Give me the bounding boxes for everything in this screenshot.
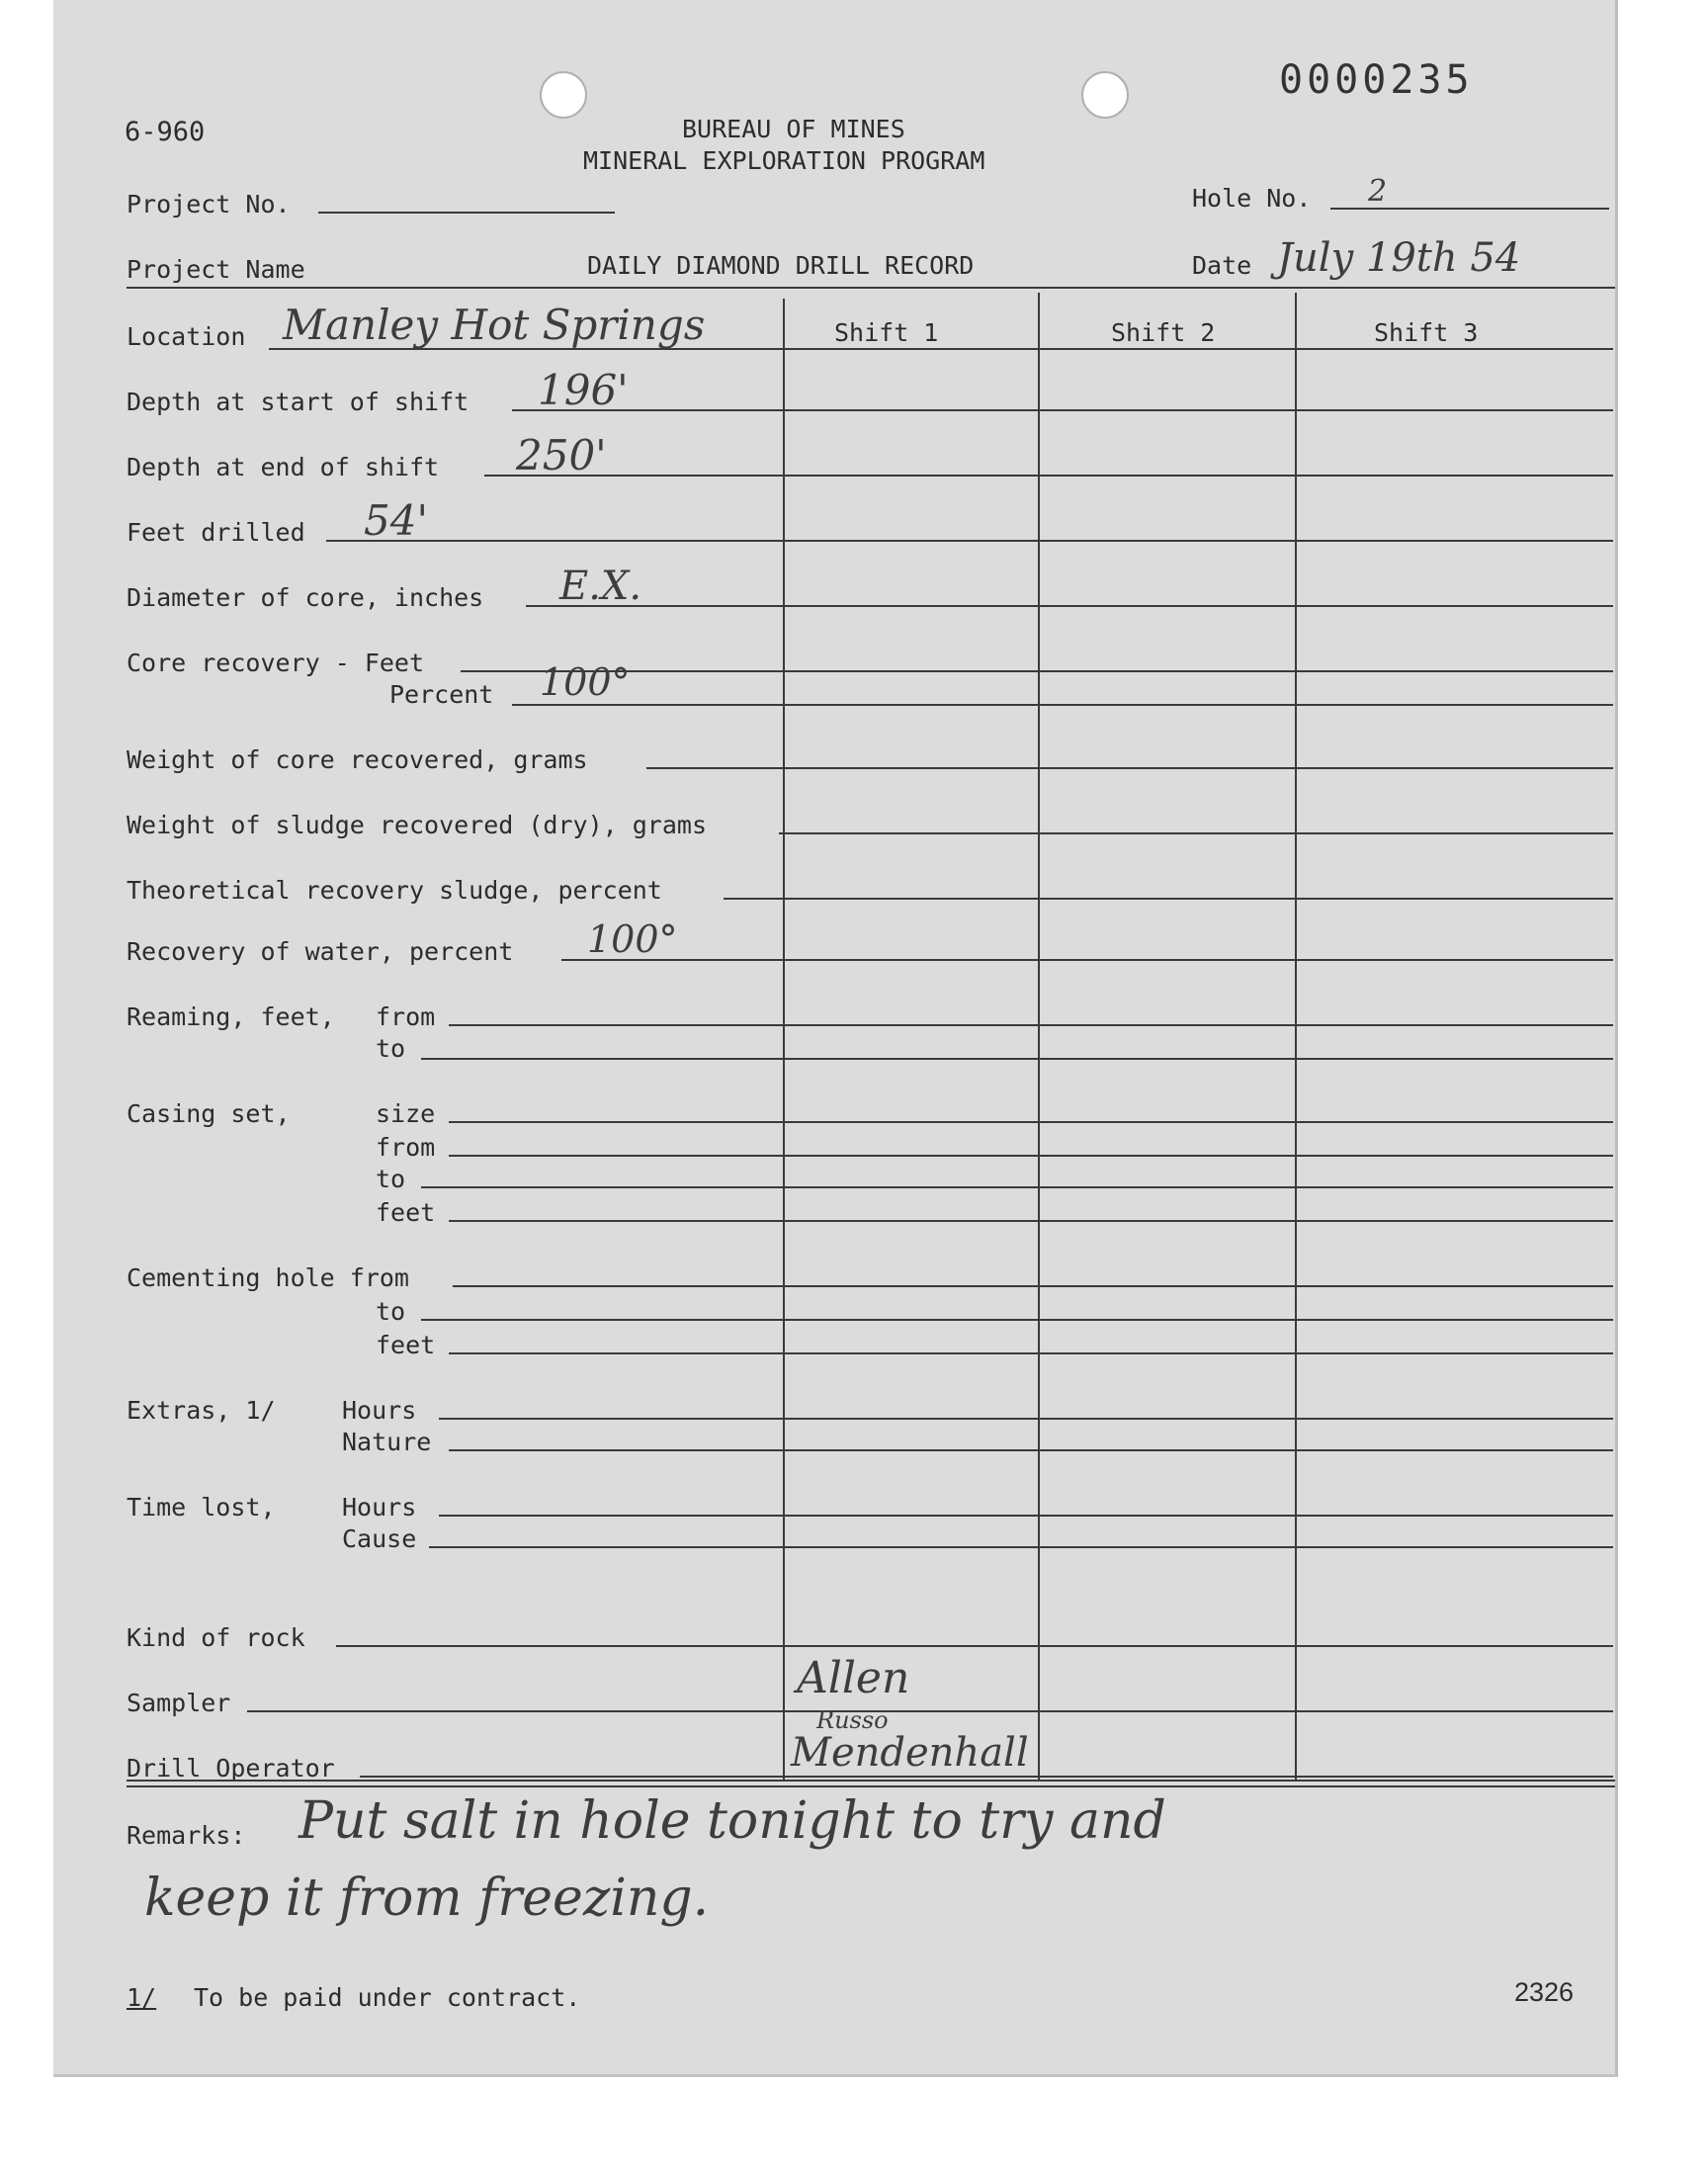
page-number: 2326 (1514, 1977, 1575, 2007)
depth-end-line[interactable] (484, 475, 1613, 477)
core-recovery-feet-line[interactable] (461, 670, 1613, 672)
theoretical-sludge-line[interactable] (724, 898, 1613, 900)
hole-no-label: Hole No. (1192, 184, 1312, 213)
shift-1-header: Shift 1 (834, 318, 939, 347)
drill-record-form (53, 0, 1618, 2077)
core-recovery-percent-value: 100° (540, 660, 631, 704)
water-recovery-value: 100° (587, 917, 678, 961)
extras-nature-line[interactable] (449, 1449, 1613, 1451)
remarks-line-1: Put salt in hole tonight to try and (299, 1791, 1166, 1851)
core-diameter-label: Diameter of core, inches (127, 583, 484, 612)
project-name-label: Project Name (127, 255, 305, 284)
water-recovery-label: Recovery of water, percent (127, 937, 514, 966)
casing-to-label: to (376, 1165, 406, 1193)
casing-size-line[interactable] (449, 1121, 1613, 1123)
location-label: Location (127, 322, 246, 351)
program-title: MINERAL EXPLORATION PROGRAM (583, 146, 985, 175)
sampler-value: Allen (797, 1653, 910, 1703)
sludge-weight-line[interactable] (779, 832, 1613, 834)
remarks-line-2: keep it from freezing. (144, 1869, 710, 1928)
casing-from-line[interactable] (449, 1155, 1613, 1157)
title-rule (127, 287, 1617, 289)
extras-hours-label: Hours (342, 1396, 417, 1425)
cementing-feet-label: feet (376, 1331, 436, 1359)
feet-drilled-line[interactable] (326, 540, 1613, 542)
depth-end-value: 250' (516, 431, 607, 479)
time-lost-label: Time lost, (127, 1493, 276, 1522)
extras-label: Extras, 1/ (127, 1396, 276, 1425)
date-value: July 19th 54 (1277, 235, 1521, 281)
location-line[interactable] (269, 348, 1613, 350)
shift-2-header: Shift 2 (1111, 318, 1216, 347)
punch-hole-right (1081, 71, 1129, 119)
cementing-feet-line[interactable] (449, 1352, 1613, 1354)
depth-start-line[interactable] (512, 409, 1613, 411)
footnote-marker: 1/ (127, 1983, 157, 2012)
drill-operator-label: Drill Operator (127, 1754, 335, 1783)
casing-from-label: from (376, 1133, 436, 1162)
casing-label: Casing set, (127, 1099, 291, 1128)
time-lost-hours-line[interactable] (439, 1515, 1613, 1517)
rock-kind-label: Kind of rock (127, 1623, 305, 1652)
rock-kind-line[interactable] (336, 1645, 1613, 1647)
location-value: Manley Hot Springs (283, 301, 706, 349)
drill-operator-value: Mendenhall (791, 1730, 1029, 1776)
casing-size-label: size (376, 1099, 436, 1128)
footnote-text: To be paid under contract. (194, 1983, 581, 2012)
casing-feet-line[interactable] (449, 1220, 1613, 1222)
reaming-to-label: to (376, 1034, 406, 1063)
core-recovery-percent-line[interactable] (512, 704, 1613, 706)
core-weight-line[interactable] (646, 767, 1613, 769)
feet-drilled-value: 54' (364, 496, 428, 545)
project-no-line[interactable] (318, 212, 615, 214)
core-weight-label: Weight of core recovered, grams (127, 745, 588, 774)
bureau-title: BUREAU OF MINES (682, 115, 905, 143)
sampler-line[interactable] (247, 1710, 1613, 1712)
core-diameter-value: E.X. (559, 564, 642, 609)
section-rule-1 (127, 1780, 1617, 1782)
section-rule-2 (127, 1785, 1617, 1787)
depth-end-label: Depth at end of shift (127, 453, 440, 481)
signature-fragment: Russo (816, 1706, 889, 1734)
time-lost-cause-label: Cause (342, 1524, 417, 1553)
shift-3-divider (1295, 293, 1297, 1782)
shift-3-header: Shift 3 (1374, 318, 1479, 347)
punch-hole-left (540, 71, 587, 119)
cementing-from-line[interactable] (453, 1285, 1613, 1287)
shift-2-divider (1038, 293, 1040, 1782)
core-recovery-percent-label: Percent (389, 680, 494, 709)
drill-operator-line[interactable] (360, 1776, 1613, 1778)
date-label: Date (1192, 251, 1252, 280)
time-lost-cause-line[interactable] (429, 1546, 1613, 1548)
feet-drilled-label: Feet drilled (127, 518, 305, 547)
extras-hours-line[interactable] (439, 1418, 1613, 1420)
theoretical-sludge-label: Theoretical recovery sludge, percent (127, 876, 662, 905)
depth-start-label: Depth at start of shift (127, 388, 470, 416)
reaming-label: Reaming, feet, (127, 1002, 335, 1031)
time-lost-hours-label: Hours (342, 1493, 417, 1522)
project-no-label: Project No. (127, 190, 291, 218)
shift-1-divider (783, 299, 785, 1782)
sampler-label: Sampler (127, 1689, 231, 1717)
hole-no-value: 2 (1368, 174, 1388, 209)
reaming-to-line[interactable] (421, 1058, 1613, 1060)
depth-start-value: 196' (538, 366, 629, 414)
core-recovery-feet-label: Core recovery - Feet (127, 649, 425, 677)
extras-nature-label: Nature (342, 1428, 432, 1456)
reaming-from-line[interactable] (449, 1024, 1613, 1026)
sludge-weight-label: Weight of sludge recovered (dry), grams (127, 811, 707, 839)
form-number: 6-960 (125, 117, 206, 147)
casing-feet-label: feet (376, 1198, 436, 1227)
serial-number: 0000235 (1279, 57, 1474, 103)
cementing-label: Cementing hole from (127, 1263, 409, 1292)
reaming-from-label: from (376, 1002, 436, 1031)
cementing-to-label: to (376, 1297, 406, 1326)
cementing-to-line[interactable] (421, 1319, 1613, 1321)
record-title: DAILY DIAMOND DRILL RECORD (587, 251, 975, 280)
core-diameter-line[interactable] (526, 605, 1613, 607)
casing-to-line[interactable] (421, 1186, 1613, 1188)
water-recovery-line[interactable] (561, 959, 1613, 961)
remarks-label: Remarks: (127, 1821, 246, 1850)
